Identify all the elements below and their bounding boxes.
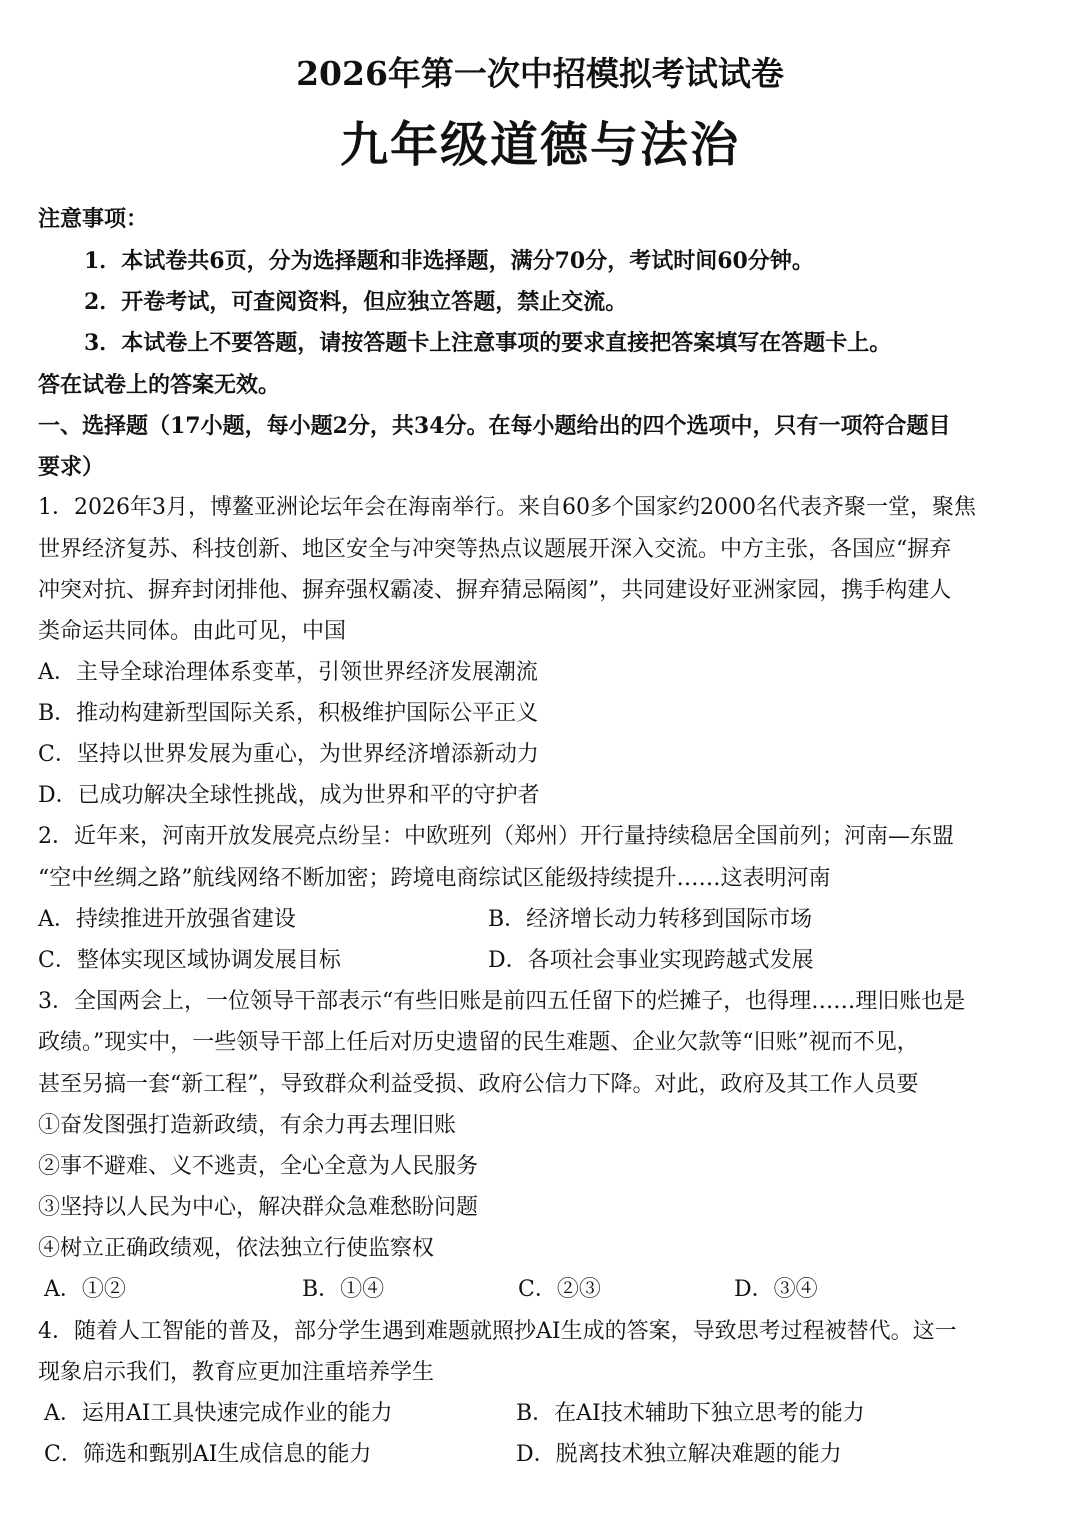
subject-title: 九年级道德与法治 (339, 117, 740, 173)
option-b: B．在AI技术辅助下独立思考的能力 (516, 1401, 865, 1426)
question-stem: 类命运共同体。由此可见，中国 (38, 619, 347, 644)
statement-item: ③坚持以人民为中心，解决群众急难愁盼问题 (38, 1195, 479, 1220)
option-b: B．经济增长动力转移到国际市场 (488, 907, 813, 932)
option-d: D．③④ (734, 1277, 818, 1302)
option-d: D．各项社会事业实现跨越式发展 (488, 948, 814, 973)
section-heading: 一、选择题（17小题，每小题2分，共34分。在每小题给出的四个选项中，只有一项符合题目 (38, 413, 951, 439)
statement-item: ①奋发图强打造新政绩，有余力再去理旧账 (38, 1113, 457, 1138)
note-item: 3．本试卷上不要答题，请按答题卡上注意事项的要求直接把答案填写在答题卡上。 (84, 330, 892, 356)
option-b: B．推动构建新型国际关系，积极维护国际公平正义 (38, 701, 539, 726)
statement-item: ④树立正确政绩观，依法独立行使监察权 (38, 1236, 435, 1261)
exam-title: 2026年第一次中招模拟考试试卷 (296, 54, 784, 93)
question-stem: 现象启示我们，教育应更加注重培养学生 (38, 1360, 435, 1385)
question-stem: 3．全国两会上，一位领导干部表示“有些旧账是前四五任留下的烂摊子，也得理……理旧账也是 (38, 989, 966, 1014)
section-heading-cont: 要求） (38, 454, 105, 480)
option-d: D．脱离技术独立解决难题的能力 (516, 1442, 842, 1467)
option-a: A．主导全球治理体系变革，引领世界经济发展潮流 (38, 660, 538, 685)
question-stem: 2．近年来，河南开放发展亮点纷呈：中欧班列（郑州）开行量持续稳居全国前列；河南—东盟 (38, 824, 955, 849)
notes-heading: 注意事项： (38, 206, 149, 232)
note-continuation: 答在试卷上的答案无效。 (38, 372, 281, 398)
question-stem: 4．随着人工智能的普及，部分学生遇到难题就照抄AI生成的答案，导致思考过程被替代。这一 (38, 1319, 957, 1344)
option-a: A．①② (44, 1277, 126, 1302)
question-stem: 世界经济复苏、科技创新、地区安全与冲突等热点议题展开深入交流。中方主张，各国应“摒弃 (38, 537, 952, 562)
note-item: 2．开卷考试，可查阅资料，但应独立答题，禁止交流。 (84, 289, 628, 315)
option-a: A．持续推进开放强省建设 (38, 907, 296, 932)
option-a: A．运用AI工具快速完成作业的能力 (44, 1401, 393, 1426)
statement-item: ②事不避难、义不逃责，全心全意为人民服务 (38, 1154, 479, 1179)
question-stem: “空中丝绸之路”航线网络不断加密；跨境电商综试区能级持续提升……这表明河南 (38, 866, 831, 891)
option-c: C．②③ (518, 1277, 601, 1302)
option-c: C．坚持以世界发展为重心，为世界经济增添新动力 (38, 742, 539, 767)
question-stem: 甚至另搞一套“新工程”，导致群众利益受损、政府公信力下降。对此，政府及其工作人员要 (38, 1072, 919, 1097)
question-stem: 冲突对抗、摒弃封闭排他、摒弃强权霸凌、摒弃猜忌隔阂”，共同建设好亚洲家园，携手构建人 (38, 578, 952, 603)
note-item: 1．本试卷共6页，分为选择题和非选择题，满分70分，考试时间60分钟。 (84, 248, 814, 274)
question-stem: 政绩。”现实中，一些领导干部上任后对历史遗留的民生难题、企业欠款等“旧账”视而不见， (38, 1030, 919, 1055)
option-d: D．已成功解决全球性挑战，成为世界和平的守护者 (38, 783, 540, 808)
option-b: B．①④ (302, 1277, 385, 1302)
question-stem: 1．2026年3月，博鳌亚洲论坛年会在海南举行。来自60多个国家约2000名代表齐聚一堂，聚焦 (38, 495, 976, 520)
option-c: C．整体实现区域协调发展目标 (38, 948, 341, 973)
option-c: C．筛选和甄别AI生成信息的能力 (44, 1442, 372, 1467)
